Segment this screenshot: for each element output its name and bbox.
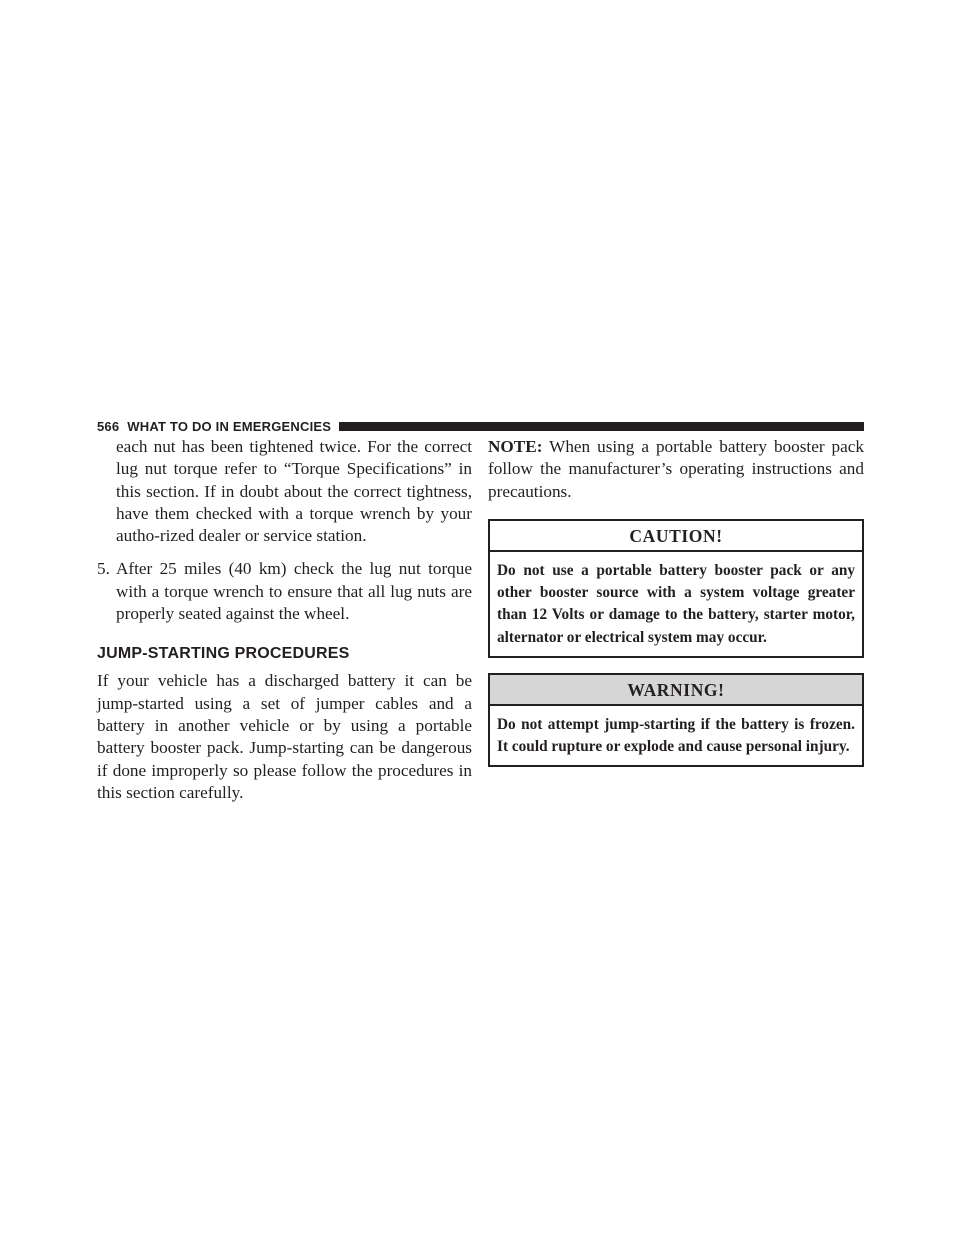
caution-text: Do not use a portable battery booster pack or any other booster source with a system voltage greater than 12 Volts or damage to the battery, starter motor, alternator or electrical system may occur. bbox=[497, 561, 855, 646]
body-paragraph: If your vehicle has a discharged battery it can be jump-started using a set of jumper cables and a battery in another vehicle or by using a portable battery booster pack. Jump-starting can be dangerous if done improperly so please follow the procedures in this section carefully. bbox=[97, 671, 472, 802]
section-title: WHAT TO DO IN EMERGENCIES bbox=[127, 418, 332, 434]
warning-text: Do not attempt jump-starting if the battery is frozen. It could rupture or explode and cause personal injury. bbox=[497, 715, 855, 755]
note-label: NOTE: bbox=[488, 437, 543, 456]
section-heading: JUMP-STARTING PROCEDURES bbox=[97, 645, 350, 663]
right-column bbox=[488, 436, 864, 767]
note-paragraph bbox=[488, 436, 864, 503]
running-header bbox=[97, 417, 864, 435]
step-text: After 25 miles (40 km) check the lug nut torque with a torque wrench to ensure that all lug nuts are properly seated against the wheel. bbox=[116, 559, 472, 624]
caution-box bbox=[488, 519, 864, 658]
step-number: 5. bbox=[97, 559, 110, 579]
warning-box bbox=[488, 673, 864, 767]
warning-title: WARNING! bbox=[490, 675, 862, 706]
caution-title: CAUTION! bbox=[490, 521, 862, 552]
page-number: 566 bbox=[97, 418, 120, 434]
header-rule bbox=[339, 422, 864, 431]
list-item-step-5 bbox=[97, 558, 472, 625]
note-text: When using a portable battery booster pack follow the manufacturer’s operating instructions and precautions. bbox=[488, 437, 864, 501]
continuation-paragraph: each nut has been tightened twice. For the correct lug nut torque refer to “Torque Specifications” in this section. If in doubt about the correct tightness, have them checked with a torque wrench by your autho-rized dealer or service station. bbox=[116, 437, 472, 546]
left-column bbox=[97, 436, 472, 804]
